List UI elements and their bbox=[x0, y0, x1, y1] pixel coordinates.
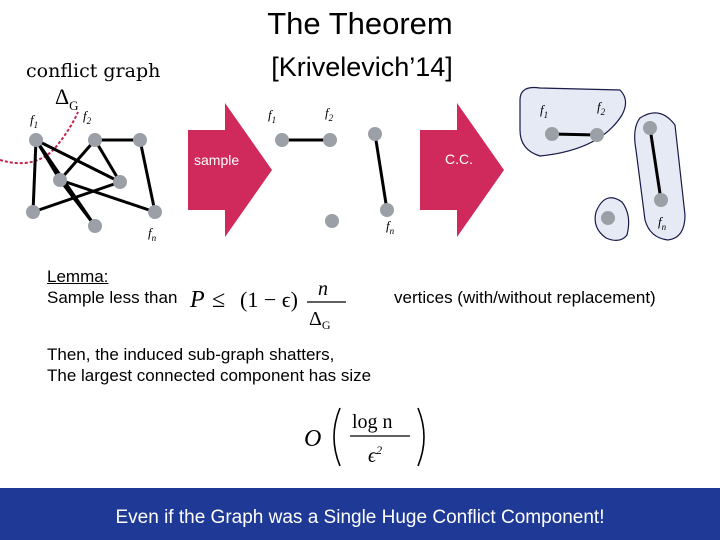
svg-text:(1 − ϵ): (1 − ϵ) bbox=[240, 287, 298, 312]
delta-g-label: $\Delta_G$ bbox=[55, 84, 79, 113]
lemma-heading: Lemma: bbox=[47, 267, 109, 286]
cc-label-f2: $f_2$ bbox=[597, 99, 606, 117]
graph-node bbox=[26, 205, 40, 219]
sample-label-f2: $f_2$ bbox=[325, 105, 334, 123]
svg-text:O: O bbox=[304, 426, 322, 452]
lemma-formula bbox=[189, 278, 346, 332]
graph-node bbox=[53, 173, 67, 187]
sample-node bbox=[325, 214, 339, 228]
sample-arrow-label: sample bbox=[194, 152, 240, 168]
graph-edges bbox=[33, 140, 155, 226]
graph-node bbox=[148, 205, 162, 219]
cc-node bbox=[643, 121, 657, 135]
cc-arrow-label: C.C. bbox=[445, 151, 473, 167]
sample-node bbox=[275, 133, 289, 147]
cc-node bbox=[545, 127, 559, 141]
conflict-graph-caption: conflict graph bbox=[26, 60, 161, 82]
lemma-suffix-text: vertices (with/without replacement) bbox=[394, 288, 656, 307]
svg-text:n: n bbox=[318, 278, 328, 300]
sample-label-fn: $f_n$ bbox=[386, 218, 395, 236]
cc-arrow bbox=[420, 103, 504, 237]
graph-node bbox=[29, 133, 43, 147]
cc-node bbox=[601, 211, 615, 225]
cc-label-f1: $f_1$ bbox=[540, 102, 549, 120]
slide-subtitle: [Krivelevich’14] bbox=[271, 52, 453, 82]
sample-node bbox=[380, 203, 394, 217]
component-cluster bbox=[520, 88, 626, 157]
footer-text: Even if the Graph was a Single Huge Conflict Component! bbox=[115, 507, 605, 528]
graph-node bbox=[88, 133, 102, 147]
svg-text:log n: log n bbox=[352, 411, 393, 433]
svg-text:ΔG: $\Delta_G$ bbox=[309, 308, 331, 332]
sample-node bbox=[368, 127, 382, 141]
graph-node bbox=[113, 175, 127, 189]
lemma-prefix-text: Sample less than bbox=[47, 288, 178, 307]
graph-node bbox=[133, 133, 147, 147]
size-formula bbox=[304, 408, 424, 467]
sample-node bbox=[323, 133, 337, 147]
slide-title: The Theorem bbox=[267, 6, 453, 41]
cc-label-fn: $f_n$ bbox=[658, 214, 667, 232]
svg-text:ϵ2: $\epsilon^2$ bbox=[368, 443, 383, 467]
svg-text:P: P bbox=[190, 287, 205, 313]
svg-text:≤: ≤ bbox=[212, 287, 226, 313]
conclusion-line-2: The largest connected component has size bbox=[47, 366, 372, 385]
conclusion-line-1: Then, the induced sub-graph shatters, bbox=[47, 345, 335, 364]
cc-node bbox=[590, 128, 604, 142]
sample-edge bbox=[375, 134, 387, 210]
graph-label-fn: $f_n$ bbox=[148, 225, 157, 243]
sample-label-f1: $f_1$ bbox=[268, 107, 277, 125]
graph-node bbox=[88, 219, 102, 233]
cc-node bbox=[654, 193, 668, 207]
sample-arrow bbox=[188, 103, 272, 237]
graph-label-f1: $f_1$ bbox=[30, 112, 39, 130]
graph-label-f2: $f_2$ bbox=[83, 108, 92, 126]
